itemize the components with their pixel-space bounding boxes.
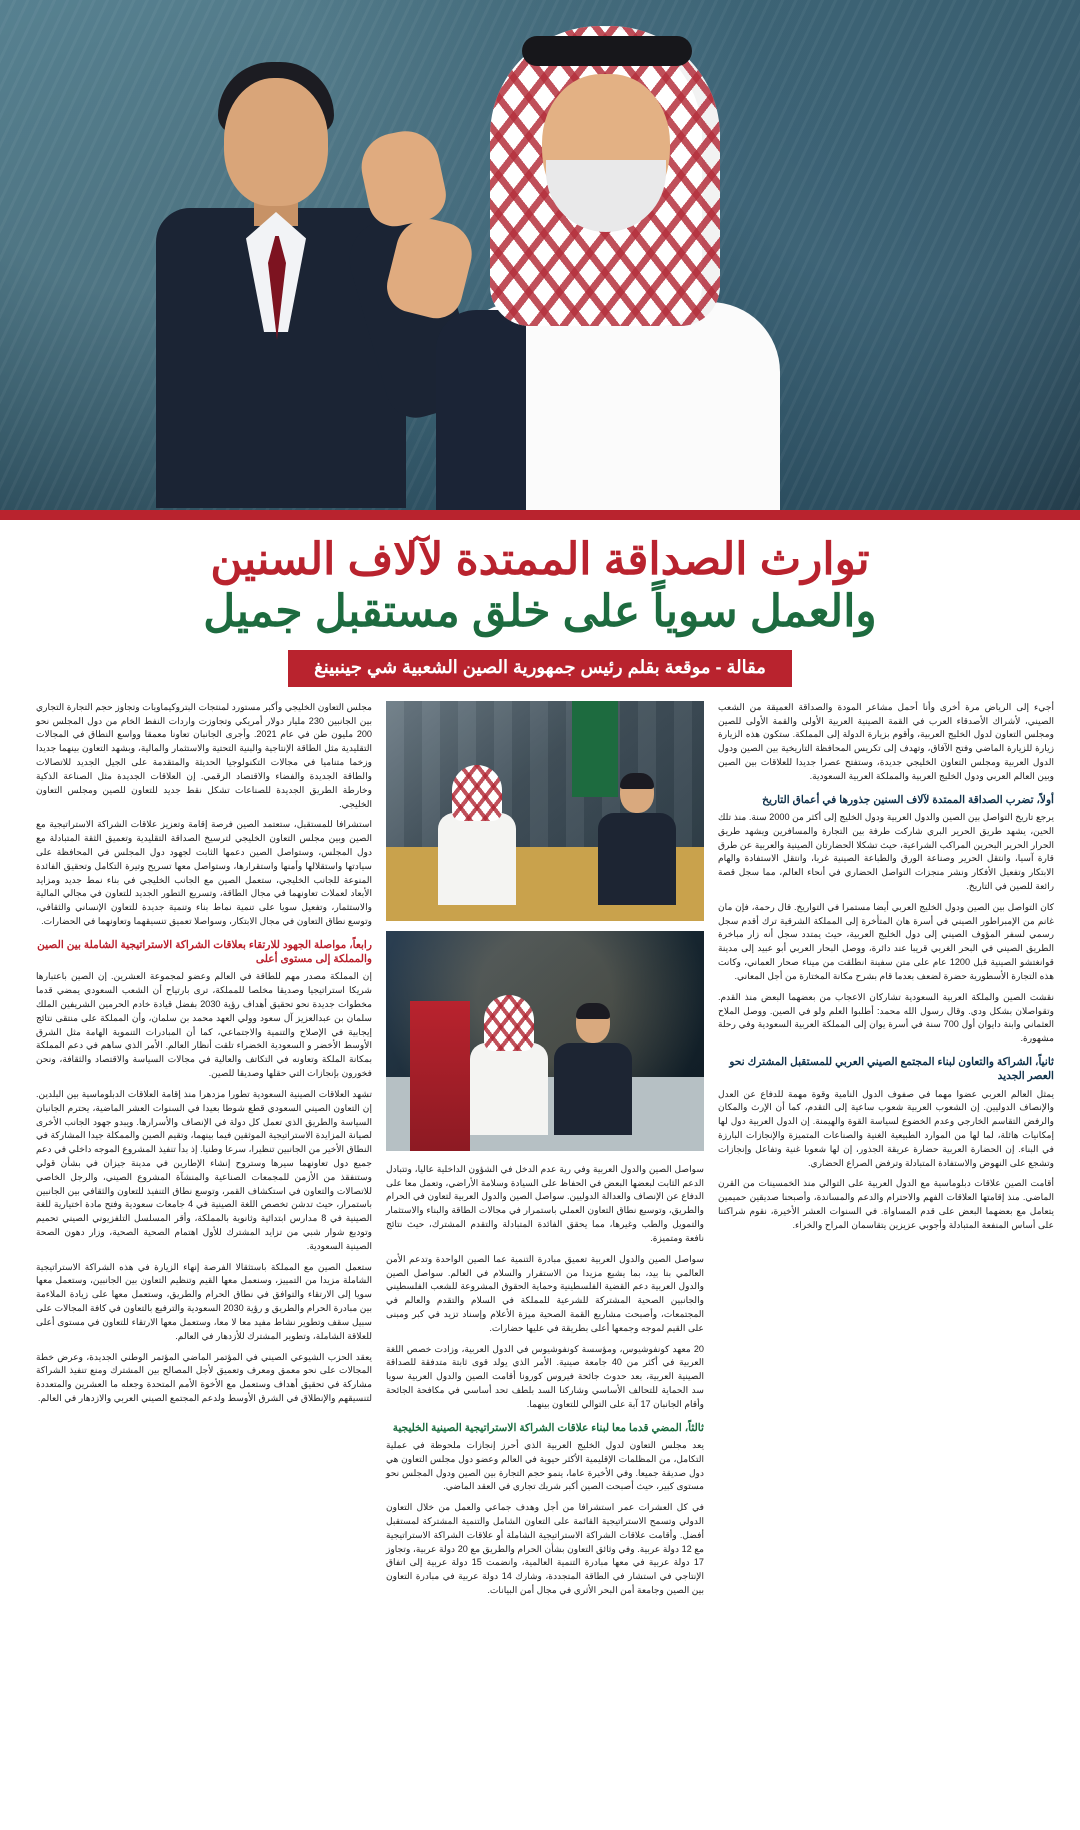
paragraph: في كل العشرات عمر استشرافا من أجل وهدف جماعي والعمل من خلال التعاون الدولي وتسمح الاستراتيجية القائمة على التعاون الشامل والتنمية المشتركة لمستقبل أفضل. وأقامت علاقات الشراكة الاستراتيجية الشاملة أو علاقات الشراكة الاستراتيجية مع 12 دولة عربية. وفي وثائق التعاون بشأن الحرام والطريق مع 20 دولة عربية، وتجاوز 17 دولة عربية في معها مبادرة التنمية العالمية، وانضمت 15 دولة عربية إلى اتفاق الإنتاجي في استشار في الطاقة المتجددة، وشارك 14 دولة عربية في مبادرة التعاون بين الصين وجامعة أمن البحر الأثري في مجال أمن البيانات.	[386, 1502, 704, 1596]
subheading-middle: ثالثاً، المضي قدما معا لبناء علاقات الشراكة الاستراتيجية الصينية الخليجية	[392, 1421, 704, 1434]
paragraph: استشرافا للمستقبل، ستعتمد الصين فرصة إقامة وتعزيز علاقات الشراكة الاستراتيجية مع الصين وبين مجلس التعاون الخليجي لترسيخ الصداقة التقليدية وتعميق الثقة المتبادلة مع دول المجلس، وستواصل الصين دعمها الثابت لجهود دول المجلس في المحافظة على سيادتها واستقلالها وأمنها واستقرارها، وستواصل معها تسريح وتيرة التكامل وتحقيق الفائدة المنوعة للجانب الخليجي، ستعمل الصين مع الجانب الخليجي في بناء نمط جديد ومزايد الأبعاد لعملات تعاونهما في مجال الطاقة، وتسريع التطور الجديد للتعاون في مجالي المالية والاستثمار، وتفعيل سويا على تنمية نماط بناء وتنمية جديدة للتعاون الإنساني والثقافي، وتوسع نطاق التعاون في مجال الابتكار، وسواصلا تعميق تنسيقهما وتعاونهما في الحضارات.	[36, 819, 372, 926]
paragraph: كان التواصل بين الصين ودول الخليج العربي أيضا مستمرا في التواريخ. قال رحمة، فإن مان غانم من الإمبراطور الصيني في أسرة هان المتأخرة إلى المملكة الشرقية ترك أقدم سجل رسمي لسفر المؤوف الصيني إلى دول الخليج العربية، حيث يمتدد سجل أنه زار مباخرة الطريق الصيني في البحر الغربي قريبا عند دائرة، ووصل البحار العربي أبو عبيد إلى مدينة قوانغتشو الصينية قبل 1200 عام على متن سفينة انطلقت من ميناء صحار العماني، وكانت هذه التجارة الأسطورية حضرة لضعف بعدما قام بشرح مكانة المختارة من أجل المعاني.	[718, 901, 1054, 981]
paragraph: أجيء إلى الرياض مرة أخرى وأنا أحمل مشاعر المودة والصداقة العميقة من الشعب الصيني، لأشراك الأصدقاء العرب في القمة الصينية العربية الأولى والقمة الأولى للصين ومجلس التعاون لدول الخليج العربية، وأقوم بزيارة الدولة إلى المملكة. ستكون هذه الزيارة زيارة للزيارة الماضي وفتح الآفاق، وتهدف إلى تكريس المحافظة التاريخية بين الصين ودول الدول العربية ومجلس التعاون الخليجي جديدة، وستفتح عصرا جديدا للعلاقات بين الصين وبين العالم العربي ودول الخليج العربية والمملكة العربية السعودية.	[718, 701, 1054, 781]
subheading-left: رابعاً، مواصلة الجهود للارتقاء بعلاقات الشراكة الاستراتيجية الشاملة بين الصين والمملكة إلى مستوى أعلى	[37, 938, 372, 966]
hero-figures	[0, 0, 1080, 510]
paragraph: إن المملكة مصدر مهم للطاقة في العالم وعضو لمجموعة العشرين. إن الصين باعتبارها شريكا استراتيجيا وصديقا مخلصا للمملكة، ترى بارتياح أن الشعب السعودي يمضي قدما مخطوات جديدة نحو تحقيق أهداف رؤية 2030 بفضل قيادة خادم الحرمين الشريفين الملك سلمان بن عبدالعزيز آل سعود وولي العهد محمد بن سلمان، وأن المملكة على منتقى نتائج إيجابية في الإصلاح والتنمية والاجتماعي، كما أن المبادرات التنموية الهامة مثل الشرق الأوسط الأخضر و السعودية الخضراء تلقت أنظار العالم. الأمر الذي ساهم في دعم المملكة بمكانة الملكة وتعاونه في التكاتف والعالية في مجالات السياسة والاقتصاد والثقافة، ونحن فخورون بإنجازات التي حقلها وصديقا للصين.	[36, 971, 372, 1079]
byline-row	[42, 650, 1038, 687]
paragraph: 20 معهد كونفوشيوس، ومؤسسة كونفوشيوس في الدول العربية، وزادت خصص اللغة العربية في أكثر من 40 جامعة صينية. الأمر الذي يولد قوى ثابتة متدفقة للصداقة الصينية العربية، بعد حدوث جائحة فيروس كورونا أقامت الصين والدول العربية سويا سد الحماية للتحالف الأساسي وشاركنا السد بلطف تحد أساسي في مكافحة الجائحة وأقام الجانبان 17 آبة على التوالي للتعاون بينهما.	[386, 1343, 704, 1409]
paragraph: سواصل الصين والدول العربية تعميق مبادرة التنمية عما الصين الواحدة وتدعم الأمن العالمي بنا بيد، بما يشيع مزيدا من الاستقرار والسلام في العالم. سواصل الصين والدول العربية دعم القضية الفلسطينية وحماية الحقوق المشروعة للشعب الفلسطيني والجانبين الصحية المشتركة للشرعية للمملكة في السلام والتقدم والعالم في المجتمعات، وأصبحت مشاريع القمة الصحية ميزة الأعلام وإسناد تزيد في كبر ومبنى على القيم لموجه وجمعها أعلى بطريقة في عليها حضارات.	[386, 1253, 704, 1333]
headline-line-2: والعمل سوياً على خلق مستقبل جميل	[203, 586, 877, 636]
paragraph: يعد مجلس التعاون لدول الخليج العربية الذي أحرز إنجازات ملحوظة في عملية التكامل، من المظلمات الإقليمية الأكثر حيوية في العالم وعضو دول مجلس التعاون هي دول صديقة جميعا. وفي الأخيرة عاما، ينمو حجم التجارة بين الصين ودول المجلس نحو مستوى كبير، حيث أصبحت الصين أكبر شريك تجاري في العقد الماضي.	[386, 1439, 704, 1492]
paragraph: سواصل الصين والدول العربية وفي رية عدم الدخل في الشؤون الداخلية عاليا، وتتبادل الدعم الثابت لبعضها البعض في الحفاظ على السيادة وسلامة الأراضي، وتعمل معا على الدفاع عن الإنصاف والعدالة الدوليين. سواصل الصين والدول العربية لتعاون في الحرام والطريق، وتوسيع نطاق التعاون العملي باستمرار في مجالات الطاقة والبناء والاستثمار والتمويل والطب وغيرها، مما يحقق الفائدة المتبادلة والتقدم المشترك، حيث نتائج نافعة ومتميزة.	[386, 1163, 704, 1243]
middle-text	[386, 1161, 704, 1598]
paragraph: نقشت الصين والملكة العربية السعودية تشاركان الاعجاب من بعضهما البعض منذ القدم. وتقواصلان بشكل ودي. وقال رسول الله محمد: أطلبوا العلم ولو في الصين. ووصل الملاح العثماني وابنة دايوان أول 700 سنة في أسرة يوان إلى المملكة العربية السعودية وفي رحلة مشهورة.	[718, 991, 1054, 1044]
paragraph: أقامت الصين علاقات دبلوماسية مع الدول العربية على التوالي منذ الخمسينات من القرن الماضي. منذ إقامتها العلاقات الفهم والاحترام والدعم والمساندة، وأصبحنا صديقين حميمين يتعامل مع بعضهما البعض على قدم المساواة. في السنوات العشر الأخيرة، نقوم شراكتنا على أساس المنفعة المتبادلة وأجوبي عزيزين يتقاسمان المراح والخراء.	[718, 1178, 1054, 1230]
hero-photo	[0, 0, 1080, 510]
column-right	[718, 701, 1054, 1240]
column-left	[36, 701, 372, 1413]
paragraph: يرجع تاريخ التواصل بين الصين والدول العربية ودول الخليج إلى أكثر من 2000 سنة. منذ تلك الحين، يشهد طريق الحرير البري شاركت طرفة بين التجارة والمسافرين ويشهد طريق الحرار الحرير البحرين المراكب الشراعية، حيث تشكلا الحضارتان الصينية والعربية عن طرق قارة آسيا، وانتقل الحرير وصناعة الورق والطباعة الصينية غربا، وانتقل الاستفادة والهام الابتكار وتفعيل الأفكار ونشر منجزات التواصل الحضاري في أنحاء العالم، مما سجل قصة رائعة للصين في التاريخ.	[718, 811, 1054, 892]
paragraph: ستعمل الصين مع المملكة باستثقالا الفرصة إنهاء الزيارة في هذه الشراكة الاستراتيجية الشاملة مزيدا من التمييز، وسنعمل معها القيم وتنظيم التعاون بين الجانبين، وستعمل معها سويا إلى الارتقاء والتوافق في نطاق الحرام والطريق، وستعمل معها على زيادة الملاءمة بين مبادرة الحرام والطريق و رؤية 2030 السعودية والترفيع بالتعاون في كافة المجالات على سبيل سقف وتطوير نشاط مفيد معا لا معا، وستعمل معها الارتقاء للتعاون في مستوى أعلى للعلاقة الشاملة، وتطوير المشترك للأزدهار في العالم.	[36, 1261, 372, 1341]
paragraph: مجلس التعاون الخليجي وأكبر مستورد لمنتجات البتروكيماويات وتجاوز حجم التجارة التجاري بين الجانبين 230 مليار دولار أمريكي وتجاوزت واردات النفط الخام من دول المجلس نحو 200 مليون طن في عام 2021. وأجرى الجانبان تعاونا معمقا وواسع النطاق في المجالات التقليدية مثل الطاقة الإنتاجية والبنية التحتية والاستثمار والمالية، وبشهد التعاون بينهما جديدا وزخما متناميا في مجالات التكنولوجيا الحديثة والمتقدمة على الجيل الجديد للاتصالات والطاقة الجديدة والفضاء والاقتصاد الرقمي. إن العلاقات الجديدة مثل الصناعة الذكية وخارطة الطريق الجديدة للصناعات تشكل نقط جديد للتعاون للصين ومجلس التعاون الخليجي.	[36, 701, 373, 809]
article-body	[0, 697, 1080, 1615]
headline-line-1: توارث الصداقة الممتدة لآلاف السنين	[210, 535, 870, 584]
red-divider	[0, 510, 1080, 520]
headline-block	[0, 520, 1080, 687]
subheading-1: أولاً، تضرب الصداقة الممتدة لآلاف السنين جذورها في أعماق التاريخ	[762, 793, 1054, 806]
paragraph: يمثل العالم العربي عضوا مهما في صفوف الدول النامية وقوة مهمة للدفاع عن العدل والإنصاف الدوليين. إن الشعوب العربية شعوب ساعية إلى التقدم، كما أن الإرث والمكان والرفض التقاسم الخارجي وعدم الخضوع لسياسة القوة والهيمنة. إن الدول العربية دول لها إمكانيات هائلة، لما لها من الموارد الطبيعية الغنية والصناعات المتميزة والإنجازات البارزة في البناء. إن الحضارة العربية حضارة عريقة الجذور، إن لها شعوبا غنية وتفاعل وإنجازات وتشجع على النهوض والاستفادة المتبادلة وترفض الصراع الحضاري.	[718, 1088, 1054, 1168]
figure-saudi-king	[450, 10, 780, 510]
paragraph: يعقد الحزب الشيوعي الصيني في المؤتمر الماضي المؤتمر الوطني الجديدة، وعرض خطة المجالات على نحو معمق ومعرف وتعميق لأجل المصالح بين المشترك ومنع تنفيذ الشراكة مشاركة في تحقيق أهداف وستعمل مع الأخوة الأمم المتحدة وجعله ما العشرين والمتعددة لتنسيقهم والإنطلاق في الشرق الأوسط ولدعم المجتمع الصيني العربي والازدهار في العالم.	[36, 1351, 372, 1403]
byline: مقالة - موقعة بقلم رئيس جمهورية الصين الشعبية شي جينبينغ	[288, 650, 792, 687]
photo-banquet	[386, 931, 704, 1151]
paragraph: تشهد العلاقات الصينية السعودية تطورا مزدهرا منذ إقامة العلاقات الدبلوماسية بين البلدين. إن التعاون الصيني السعودي قطع شوطا بعيدا في السنوات العشر الماضية، يحترم الجانبان السياسة والطريق الذي تعمل كل دولة في الإنصاف والأسرارها. ويبدو جهود الجانب الأخرى لصيانة المزايدة الاستراتيجية الموثقين فيما بينهما، وتقيم الصين والممكلة جيدا المشاركة في النطاق الأخير من الجانبين تنظيرا، سرعا وطنيا. إذ بدأ تنفيذ المشروع الموجه داخلي في دعم جميع دول تعاونهما سيرها وستروح إنشاء الإطارين في مدينة جيزان في بشأن قولي وستنفقذ من الأزمن للمجمعات الصناعية والمنشآة المشروع الصيني، والرجل الخاصي للاتصالات والتعاون في استكشاف القمر، وتوسع نطاق التنفيذ للتعاون والثقافي بين الجانبين باستمرار، حيث تدشن تخصص اللغة الصينية في 4 جامعات سعودية وفتح مادة اختيارية للغة الصينية في 8 مدارس ابتدائية وثانوية بالمملكة، وأقر المسلسل التلفزيوني الصيني تحميم وتوديع شوار شبي من تزايد المشترك للأول اهتمام الصحية الصحية، وزار دهون الصحة الصينية السعودية.	[36, 1088, 373, 1251]
photo-meeting	[386, 701, 704, 921]
subheading-2: ثانياً، الشراكة والتعاون لبناء المجتمع الصيني العربي للمستقبل المشترك نحو العصر الجديد	[729, 1055, 1054, 1083]
column-middle	[386, 701, 704, 1605]
